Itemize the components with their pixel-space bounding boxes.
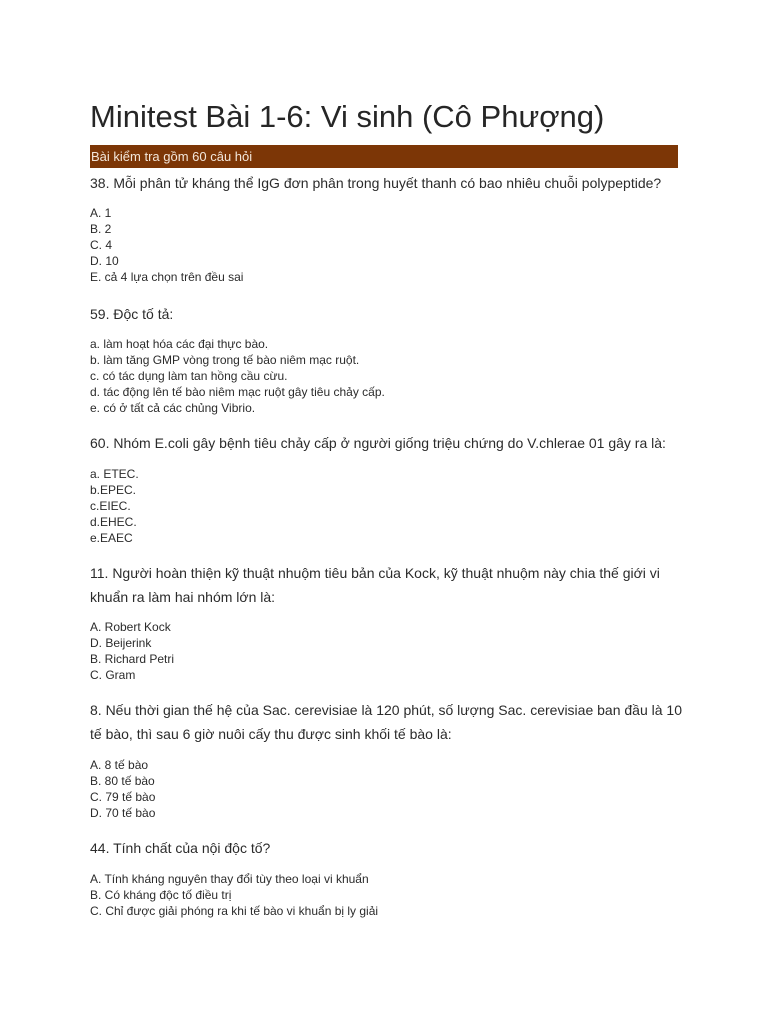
answer-option: b.EPEC. xyxy=(90,483,137,497)
answer-options xyxy=(90,466,682,546)
answer-options xyxy=(90,619,682,683)
question-block xyxy=(90,302,682,416)
answer-option: C. 4 xyxy=(90,238,113,252)
question-text: 38. Mỗi phân tử kháng thể IgG đơn phân trong huyết thanh có bao nhiêu chuỗi polypeptide? xyxy=(90,175,662,191)
question-text: 59. Độc tố tả: xyxy=(90,306,174,322)
answer-options xyxy=(90,336,682,416)
answer-option: C. Chỉ được giải phóng ra khi tế bào vi khuẩn bị ly giải xyxy=(90,904,379,918)
question-block xyxy=(90,561,682,683)
answer-option: E. cả 4 lựa chọn trên đều sai xyxy=(90,270,244,284)
answer-option: D. Beijerink xyxy=(90,636,152,650)
answer-option: A. 1 xyxy=(90,206,112,220)
answer-option: A. Robert Kock xyxy=(90,620,171,634)
question-text: 11. Người hoàn thiện kỹ thuật nhuộm tiêu bản của Kock, kỹ thuật nhuộm này chia thế giới vi khuẩn ra làm hai nhóm lớn là: xyxy=(90,565,660,605)
answer-option: B. 2 xyxy=(90,222,112,236)
answer-option: B. Richard Petri xyxy=(90,652,175,666)
answer-option: a. ETEC. xyxy=(90,467,139,481)
question-text: 60. Nhóm E.coli gây bệnh tiêu chảy cấp ở người giống triệu chứng do V.chlerae 01 gây ra là: xyxy=(90,435,666,451)
answer-option: d. tác động lên tế bào niêm mạc ruột gây tiêu chảy cấp. xyxy=(90,385,385,399)
answer-option: c. có tác dụng làm tan hồng cầu cừu. xyxy=(90,369,288,383)
question-text: 8. Nếu thời gian thế hệ của Sac. cerevisiae là 120 phút, số lượng Sac. cerevisiae ban đầu là 10 tế bào, thì sau 6 giờ nuôi cấy thu được sinh khối tế bào là: xyxy=(90,702,682,742)
answer-option: D. 70 tế bào xyxy=(90,806,156,820)
answer-options xyxy=(90,205,682,285)
answer-option: e.EAEC xyxy=(90,531,133,545)
answer-option: c.EIEC. xyxy=(90,499,131,513)
answer-option: C. Gram xyxy=(90,668,136,682)
quiz-info-banner: Bài kiểm tra gồm 60 câu hỏi xyxy=(90,145,678,168)
answer-option: b. làm tăng GMP vòng trong tế bào niêm mạc ruột. xyxy=(90,353,360,367)
answer-options xyxy=(90,871,682,919)
question-block xyxy=(90,836,682,919)
answer-option: B. Có kháng độc tố điều trị xyxy=(90,888,232,902)
answer-option: B. 80 tế bào xyxy=(90,774,155,788)
answer-options xyxy=(90,757,682,821)
question-block xyxy=(90,171,682,285)
answer-option: A. 8 tế bào xyxy=(90,758,149,772)
answer-option: e. có ở tất cả các chủng Vibrio. xyxy=(90,401,256,415)
question-block xyxy=(90,698,682,821)
question-text: 44. Tính chất của nội độc tố? xyxy=(90,840,271,856)
answer-option: D. 10 xyxy=(90,254,119,268)
answer-option: A. Tính kháng nguyên thay đổi tùy theo loại vi khuẩn xyxy=(90,872,369,886)
document-title: Minitest Bài 1-6: Vi sinh (Cô Phượng) xyxy=(90,99,605,134)
answer-option: C. 79 tế bào xyxy=(90,790,156,804)
question-block xyxy=(90,431,682,546)
question-list xyxy=(90,171,682,919)
answer-option: d.EHEC. xyxy=(90,515,137,529)
answer-option: a. làm hoạt hóa các đại thực bào. xyxy=(90,337,269,351)
